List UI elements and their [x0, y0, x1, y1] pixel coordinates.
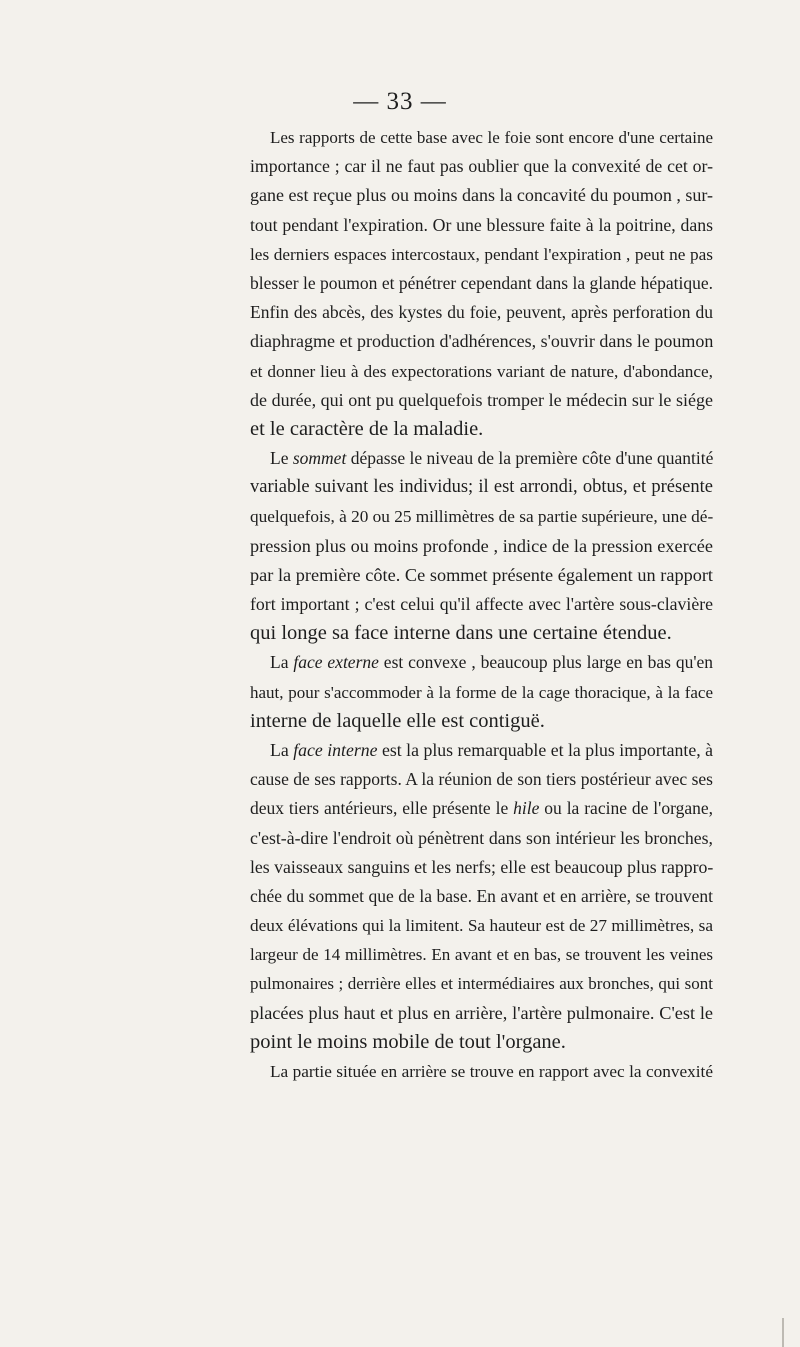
text-segment: est convexe , beaucoup plus large en bas qu'en	[378, 652, 714, 673]
body-text	[250, 123, 713, 1086]
text-line: les derniers espaces intercostaux, pendant l'expiration , peut ne pas	[250, 244, 713, 264]
text-line: tout pendant l'expiration. Or une blessure faite à la poitrine, dans	[250, 214, 713, 235]
text-line: haut, pour s'accommoder à la forme de la cage thoracique, à la face	[250, 682, 713, 702]
text-line: placées plus haut et plus en arrière, l'artère pulmonaire. C'est le	[250, 1002, 713, 1023]
text-line: largeur de 14 millimètres. En avant et en bas, se trouvent les veines	[250, 945, 713, 965]
text-segment: deux tiers antérieurs, elle présente le	[250, 798, 514, 819]
text-segment: La	[270, 739, 294, 760]
text-line: blesser le poumon et pénétrer cependant dans la glande hépatique.	[250, 272, 713, 293]
text-line: importance ; car il ne faut pas oublier que la convexité de cet or-	[250, 156, 713, 177]
text-line: par la première côte. Ce sommet présente également un rapport	[250, 564, 713, 585]
text-segment: est la plus remarquable et la plus importante, à	[377, 739, 713, 760]
text-line: gane est reçue plus ou moins dans la concavité du poumon , sur-	[250, 185, 714, 206]
italic-term: hile	[513, 798, 540, 819]
text-line: fort important ; c'est celui qu'il affecte avec l'artère sous-clavière	[250, 594, 713, 614]
text-line: quelquefois, à 20 ou 25 millimètres de sa partie supérieure, une dé-	[250, 507, 714, 527]
italic-term: face externe	[293, 652, 379, 673]
text-line: variable suivant les individus; il est arrondi, obtus, et présente	[250, 477, 713, 498]
text-line	[250, 794, 713, 823]
page-edge-mark	[782, 1318, 784, 1347]
text-line: qui longe sa face interne dans une certaine étendue.	[250, 622, 672, 645]
text-line: deux élévations qui la limitent. Sa hauteur est de 27 millimètres, sa	[250, 916, 713, 936]
text-line: de durée, qui ont pu quelquefois tromper le médecin sur le siége	[250, 389, 713, 410]
text-line: diaphragme et production d'adhérences, s'ouvrir dans le poumon	[250, 331, 714, 352]
text-line	[250, 736, 713, 765]
text-line: point le moins mobile de tout l'organe.	[250, 1030, 566, 1053]
text-line: et donner lieu à des expectorations variant de nature, d'abondance,	[250, 361, 713, 381]
text-line: Enfin des abcès, des kystes du foie, peuvent, après perforation du	[250, 302, 713, 323]
text-line	[250, 444, 713, 473]
text-line: pression plus ou moins profonde , indice de la pression exercée	[250, 535, 713, 556]
text-segment: La	[270, 652, 294, 673]
italic-term: sommet	[292, 448, 347, 469]
text-line: les vaisseaux sanguins et les nerfs; elle est beaucoup plus rappro-	[250, 856, 714, 877]
text-line: interne de laquelle elle est contiguë.	[250, 709, 545, 732]
italic-term: face interne	[293, 739, 378, 760]
page-number: — 33 —	[353, 88, 447, 115]
text-line: chée du sommet que de la base. En avant et en arrière, se trouvent	[250, 885, 713, 906]
text-line: et le caractère de la maladie.	[250, 417, 484, 440]
text-line: pulmonaires ; derrière elles et intermédiaires aux bronches, qui sont	[250, 974, 713, 994]
text-line	[250, 648, 713, 677]
text-segment: ou la racine de l'organe,	[539, 798, 713, 819]
text-segment: Le	[270, 448, 293, 469]
text-line: c'est-à-dire l'endroit où pénètrent dans son intérieur les bronches,	[250, 827, 713, 848]
text-line: Les rapports de cette base avec le foie sont encore d'une certaine	[270, 128, 713, 147]
text-line: cause de ses rapports. A la réunion de son tiers postérieur avec ses	[250, 769, 713, 790]
text-line: La partie située en arrière se trouve en rapport avec la convexité	[270, 1062, 713, 1081]
text-segment: dépasse le niveau de la première côte d'une quantité	[346, 448, 714, 469]
